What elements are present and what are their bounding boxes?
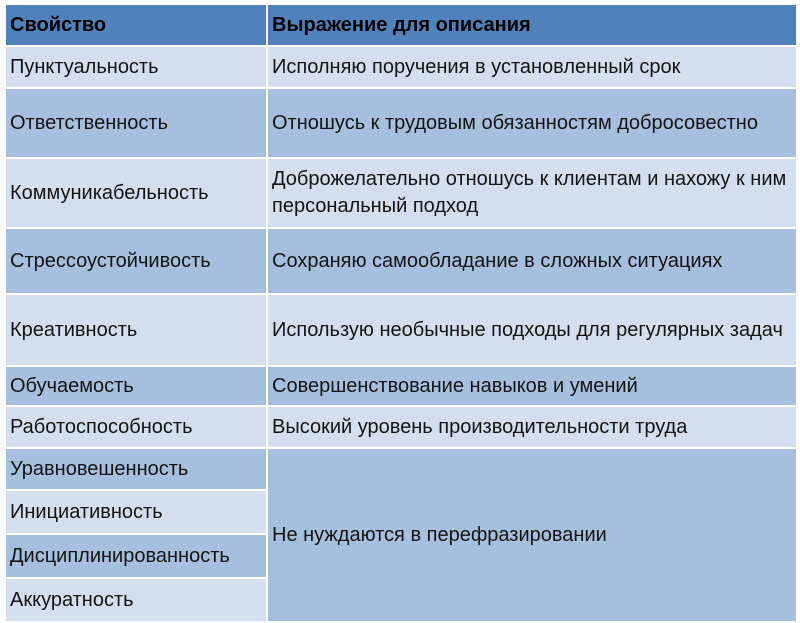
expression-cell: Отношусь к трудовым обязанностям добросовестно xyxy=(267,88,797,158)
table-header-row xyxy=(5,4,797,46)
table-row xyxy=(5,46,797,88)
property-cell: Инициативность xyxy=(5,490,267,534)
header-expression: Выражение для описания xyxy=(267,4,797,46)
property-cell: Уравновешенность xyxy=(5,448,267,490)
expression-cell: Высокий уровень производительности труда xyxy=(267,406,797,448)
header-property: Свойство xyxy=(5,4,267,46)
table-row xyxy=(5,228,797,294)
properties-table xyxy=(4,3,798,623)
expression-cell: Доброжелательно отношусь к клиентам и нахожу к ним персональный подход xyxy=(267,158,797,228)
table-row xyxy=(5,88,797,158)
table-row xyxy=(5,158,797,228)
property-cell: Креативность xyxy=(5,294,267,366)
properties-table-container xyxy=(4,3,796,615)
expression-cell: Сохраняю самообладание в сложных ситуациях xyxy=(267,228,797,294)
property-cell: Коммуникабельность xyxy=(5,158,267,228)
property-cell: Ответственность xyxy=(5,88,267,158)
property-cell: Обучаемость xyxy=(5,366,267,406)
table-row xyxy=(5,294,797,366)
property-cell: Аккуратность xyxy=(5,578,267,622)
property-cell: Работоспособность xyxy=(5,406,267,448)
property-cell: Дисциплинированность xyxy=(5,534,267,578)
merged-expression-cell: Не нуждаются в перефразировании xyxy=(267,448,797,622)
table-row xyxy=(5,366,797,406)
property-cell: Стрессоустойчивость xyxy=(5,228,267,294)
expression-cell: Использую необычные подходы для регулярных задач xyxy=(267,294,797,366)
expression-cell: Совершенствование навыков и умений xyxy=(267,366,797,406)
table-row xyxy=(5,406,797,448)
property-cell: Пунктуальность xyxy=(5,46,267,88)
expression-cell: Исполняю поручения в установленный срок xyxy=(267,46,797,88)
table-row xyxy=(5,448,797,490)
